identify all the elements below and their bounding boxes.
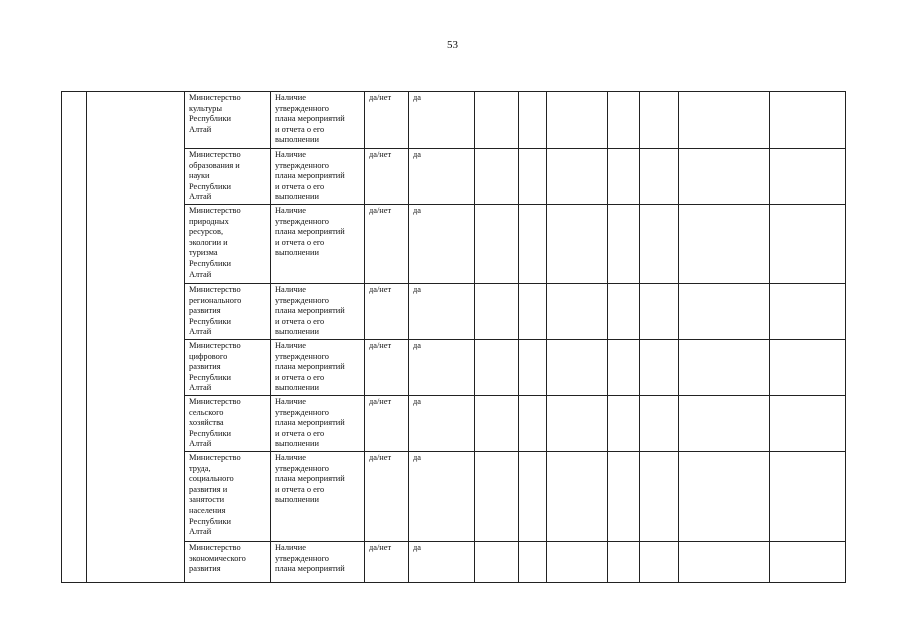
empty-cell: [547, 205, 608, 284]
empty-cell: [519, 396, 547, 452]
unit-cell: да/нет: [365, 542, 409, 583]
organization-cell: Министерство экономического развития: [185, 542, 271, 583]
empty-cell: [519, 452, 547, 542]
empty-cell: [608, 340, 640, 396]
empty-cell: [547, 396, 608, 452]
organization-cell: Министерство сельского хозяйства Республики Алтай: [185, 396, 271, 452]
unit-cell: да/нет: [365, 284, 409, 340]
unit-cell: да/нет: [365, 205, 409, 284]
empty-cell: [770, 340, 846, 396]
indicator-cell: Наличие утвержденного плана мероприятий и отчета о его выполнении: [271, 452, 365, 542]
organization-cell: Министерство образования и науки Республики Алтай: [185, 149, 271, 205]
organization-cell: Министерство труда, социального развития и занятости населения Республики Алтай: [185, 452, 271, 542]
empty-cell: [475, 284, 519, 340]
empty-cell: [679, 92, 770, 149]
value-cell: да: [409, 205, 475, 284]
empty-cell: [679, 149, 770, 205]
empty-cell: [640, 284, 679, 340]
empty-cell: [608, 452, 640, 542]
empty-cell: [475, 542, 519, 583]
value-cell: да: [409, 542, 475, 583]
indicator-cell: Наличие утвержденного плана мероприятий: [271, 542, 365, 583]
empty-cell: [640, 205, 679, 284]
organization-cell: Министерство цифрового развития Республики Алтай: [185, 340, 271, 396]
empty-cell: [519, 149, 547, 205]
indicator-cell: Наличие утвержденного плана мероприятий и отчета о его выполнении: [271, 396, 365, 452]
empty-cell: [640, 149, 679, 205]
empty-cell: [547, 340, 608, 396]
empty-cell: [770, 205, 846, 284]
empty-cell: [640, 542, 679, 583]
empty-cell: [679, 205, 770, 284]
empty-cell: [640, 92, 679, 149]
empty-cell: [519, 542, 547, 583]
empty-cell: [640, 340, 679, 396]
indicator-cell: Наличие утвержденного плана мероприятий и отчета о его выполнении: [271, 205, 365, 284]
empty-cell: [640, 452, 679, 542]
number-cell: [62, 92, 87, 583]
organization-cell: Министерство культуры Республики Алтай: [185, 92, 271, 149]
empty-cell: [547, 542, 608, 583]
indicator-cell: Наличие утвержденного плана мероприятий и отчета о его выполнении: [271, 340, 365, 396]
unit-cell: да/нет: [365, 340, 409, 396]
empty-cell: [770, 396, 846, 452]
indicator-table: [61, 91, 846, 583]
empty-cell: [519, 284, 547, 340]
indicator-cell: Наличие утвержденного плана мероприятий и отчета о его выполнении: [271, 149, 365, 205]
empty-cell: [679, 542, 770, 583]
table-row: [62, 92, 846, 149]
empty-cell: [475, 205, 519, 284]
empty-cell: [547, 92, 608, 149]
program-cell: [87, 92, 185, 583]
unit-cell: да/нет: [365, 396, 409, 452]
empty-cell: [608, 149, 640, 205]
empty-cell: [770, 452, 846, 542]
unit-cell: да/нет: [365, 452, 409, 542]
empty-cell: [475, 452, 519, 542]
value-cell: да: [409, 340, 475, 396]
empty-cell: [608, 92, 640, 149]
empty-cell: [679, 284, 770, 340]
empty-cell: [475, 340, 519, 396]
value-cell: да: [409, 452, 475, 542]
indicator-cell: Наличие утвержденного плана мероприятий и отчета о его выполнении: [271, 284, 365, 340]
value-cell: да: [409, 284, 475, 340]
organization-cell: Министерство природных ресурсов, экологии и туризма Республики Алтай: [185, 205, 271, 284]
empty-cell: [608, 284, 640, 340]
page-number: 53: [447, 39, 458, 51]
empty-cell: [770, 92, 846, 149]
empty-cell: [640, 396, 679, 452]
indicator-cell: Наличие утвержденного плана мероприятий и отчета о его выполнении: [271, 92, 365, 149]
empty-cell: [475, 396, 519, 452]
organization-cell: Министерство регионального развития Республики Алтай: [185, 284, 271, 340]
empty-cell: [547, 284, 608, 340]
empty-cell: [770, 149, 846, 205]
empty-cell: [770, 542, 846, 583]
empty-cell: [608, 205, 640, 284]
empty-cell: [770, 284, 846, 340]
empty-cell: [608, 396, 640, 452]
empty-cell: [679, 452, 770, 542]
empty-cell: [547, 149, 608, 205]
empty-cell: [679, 340, 770, 396]
value-cell: да: [409, 149, 475, 205]
unit-cell: да/нет: [365, 92, 409, 149]
empty-cell: [519, 92, 547, 149]
empty-cell: [679, 396, 770, 452]
empty-cell: [475, 149, 519, 205]
empty-cell: [519, 340, 547, 396]
empty-cell: [608, 542, 640, 583]
empty-cell: [547, 452, 608, 542]
empty-cell: [475, 92, 519, 149]
empty-cell: [519, 205, 547, 284]
value-cell: да: [409, 396, 475, 452]
unit-cell: да/нет: [365, 149, 409, 205]
value-cell: да: [409, 92, 475, 149]
